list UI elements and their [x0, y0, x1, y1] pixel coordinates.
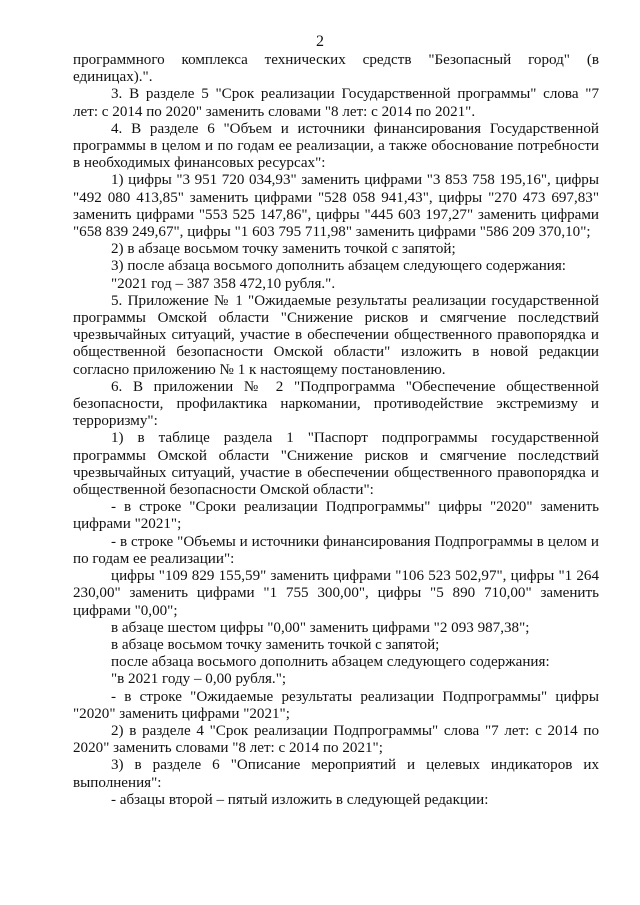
paragraph-item-4-1: 1) цифры "3 951 720 034,93" заменить цифрами "3 853 758 195,16", цифры "492 080 413,85" заменить цифрами "528 058 941,43", цифры "270 473 697,83" заменить цифрами "553 525 147,86", цифры "445 603 197,27" заменить цифрами "658 839 249,67", цифры "1 603 795 711,98" заменить цифрами "586 209 370,10"; [73, 172, 599, 241]
paragraph-abzacy: - абзацы второй – пятый изложить в следующей редакции: [111, 791, 489, 808]
paragraph-eighth-abzac: в абзаце восьмом точку заменить точкой с запятой; [111, 636, 440, 653]
page-number: 2 [316, 33, 324, 50]
paragraph-item-3: 3. В разделе 5 "Срок реализации Государственной программы" слова "7 лет: с 2014 по 2020" заменить словами "8 лет: с 2014 по 2021". [73, 86, 599, 120]
paragraph-item-6-2: 2) в разделе 4 "Срок реализации Подпрограммы" слова "7 лет: с 2014 по 2020" заменить словами "8 лет: с 2014 по 2021"; [73, 722, 599, 757]
paragraph-item-4: 4. В разделе 6 "Объем и источники финансирования Государственной программы в целом и по годам ее реализации, а также обоснование потребности в необходимых финансовых ресурсах": [73, 120, 599, 172]
paragraph-append-abzac: после абзаца восьмого дополнить абзацем следующего содержания: [111, 654, 550, 671]
paragraph-item-4-2: 2) в абзаце восьмом точку заменить точкой с запятой; [111, 241, 456, 258]
paragraph-append-quote: "в 2021 году – 0,00 рубля."; [111, 671, 287, 688]
paragraph-item-4-3: 3) после абзаца восьмого дополнить абзацем следующего содержания: [111, 258, 566, 275]
paragraph-item-4-3-quote: "2021 год – 387 358 472,10 рубля.". [111, 275, 336, 292]
paragraph-row-results: - в строке "Ожидаемые результаты реализации Подпрограммы" цифры "2020" заменить цифрами "2021"; [73, 688, 599, 722]
paragraph-item-6-3: 3) в разделе 6 "Описание мероприятий и целевых индикаторов их выполнения": [73, 757, 599, 791]
document-body [73, 52, 599, 809]
paragraph-item-6: 6. В приложении № 2 "Подпрограмма "Обеспечение общественной безопасности, профилактика наркомании, противодействие экстремизму и терроризму": [73, 378, 599, 430]
paragraph-row-terms: - в строке "Сроки реализации Подпрограммы" цифры "2020" заменить цифрами "2021"; [73, 499, 599, 533]
paragraph-row-financing: - в строке "Объемы и источники финансирования Подпрограммы в целом и по годам ее реализации": [73, 533, 599, 567]
paragraph-sixth-abzac: в абзаце шестом цифры "0,00" заменить цифрами "2 093 987,38"; [111, 619, 530, 636]
paragraph-continuation: программного комплекса технических средств "Безопасный город" (в единицах).". [73, 52, 599, 86]
paragraph-item-5: 5. Приложение № 1 "Ожидаемые результаты реализации государственной программы Омской области "Снижение рисков и смягчение последствий чрезвычайных ситуаций, участие в обеспечении общественного правопорядка и общественной безопасности Омской области" изложить в новой редакции согласно приложению № 1 к настоящему постановлению. [73, 292, 599, 378]
paragraph-financing-figures: цифры "109 829 155,59" заменить цифрами "106 523 502,97", цифры "1 264 230,00" заменить цифрами "1 755 300,00", цифры "5 890 710,00" заменить цифрами "0,00"; [73, 568, 599, 619]
paragraph-item-6-1: 1) в таблице раздела 1 "Паспорт подпрограммы государственной программы Омской области "Снижение рисков и смягчение последствий чрезвычайных ситуаций, участие в обеспечении общественного правопорядка и общественной безопасности Омской области": [73, 430, 599, 499]
